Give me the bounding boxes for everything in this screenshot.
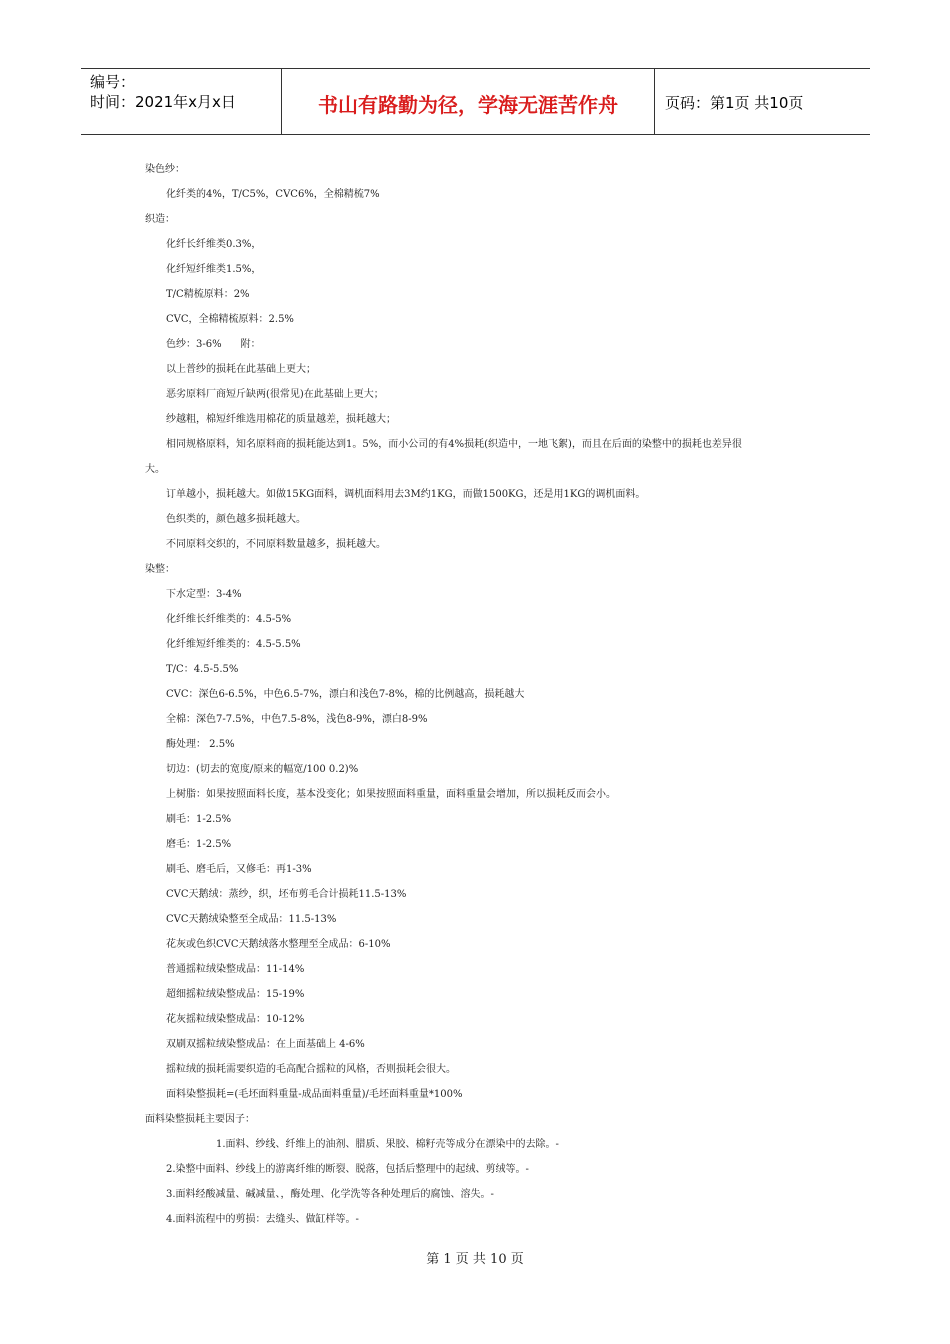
text-line: 磨毛：1-2.5% [166,839,232,850]
text-line: 摇粒绒的损耗需要织造的毛高配合摇粒的风格，否则损耗会很大。 [166,1064,456,1075]
text-line: 1.面料、纱线、纤维上的油剂、腊质、果胶、棉籽壳等成分在漂染中的去除。- [216,1139,559,1150]
text-line: 纱越粗，棉短纤维选用棉花的质量越差，损耗越大； [166,414,396,425]
text-line: 双刷双摇粒绒染整成品：在上面基础上 4-6% [166,1039,365,1050]
header-meta [81,69,282,134]
text-line: 全棉：深色7-7.5%，中色7.5-8%，浅色8-9%，漂白8-9% [166,714,428,725]
text-line: 化纤长纤维类0.3%， [166,239,262,250]
number-label: 编号： [90,73,136,91]
text-line: T/C精梳原料：2% [166,289,250,300]
header-motto: 书山有路勤为径，学海无涯苦作舟 [282,69,655,134]
text-line: 相同规格原料，知名原料商的损耗能达到1。5%，而小公司的有4%损耗(织造中，一地飞絮)，而且在后面的染整中的损耗也差异很 [166,439,742,450]
text-line: 上树脂：如果按照面料长度，基本没变化；如果按照面料重量，面料重量会增加，所以损耗反而会小。 [166,789,616,800]
text-line: 色纱：3-6% 附： [166,339,261,350]
text-line: 染整： [145,564,175,575]
text-line: 染色纱： [145,164,185,175]
text-line: 面料染整损耗主要因子： [145,1114,255,1125]
text-line: 色织类的，颜色越多损耗越大。 [166,514,306,525]
text-line: CVC，全棉精梳原料：2.5% [166,314,294,325]
text-line: 织造： [145,214,175,225]
text-line: CVC天鹅绒：蒸纱，织，坯布剪毛合计损耗11.5-13% [166,889,407,900]
text-line: 2.染整中面料、纱线上的游离纤维的断裂、脱落，包括后整理中的起绒、剪绒等。- [166,1164,529,1175]
text-line: 化纤维长纤维类的：4.5-5% [166,614,292,625]
text-line: 4.面料流程中的剪损：去缝头、做缸样等。- [166,1214,359,1225]
time-label: 时间：2021年x月x日 [90,93,236,111]
text-line: 面料染整损耗=(毛坯面料重量-成品面料重量)/毛坯面料重量*100% [166,1089,463,1100]
text-line: 超细摇粒绒染整成品：15-19% [166,989,305,1000]
text-line: 不同原料交织的，不同原料数量越多，损耗越大。 [166,539,386,550]
text-line: CVC：深色6-6.5%，中色6.5-7%，漂白和浅色7-8%，棉的比例越高，损耗越大 [166,689,525,700]
text-line: 酶处理： 2.5% [166,739,235,750]
text-line: 订单越小，损耗越大。如做15KG面料，调机面料用去3M约1KG，而做1500KG，还是用1KG的调机面料。 [166,489,646,500]
text-line: 花灰摇粒绒染整成品：10-12% [166,1014,305,1025]
text-line: 花灰或色织CVC天鹅绒落水整理至全成品：6-10% [166,939,391,950]
text-line: 3.面料经酸减量、碱减量、，酶处理、化学洗等各种处理后的腐蚀、溶失。- [166,1189,494,1200]
header-page-label: 页码：第1页 共10页 [665,94,804,112]
text-line: 刷毛、磨毛后，又修毛：再1-3% [166,864,312,875]
text-line: 普通摇粒绒染整成品：11-14% [166,964,305,975]
text-line: T/C：4.5-5.5% [166,664,239,675]
text-line: 化纤类的4%，T/C5%，CVC6%，全棉精梳7% [166,189,380,200]
document-header [81,68,870,135]
text-line: 切边：(切去的宽度/原来的幅宽/100 0.2)% [166,764,359,775]
text-line: CVC天鹅绒染整至全成品：11.5-13% [166,914,337,925]
text-line: 以上普纱的损耗在此基础上更大； [166,364,316,375]
text-line: 化纤短纤维类1.5%， [166,264,262,275]
text-line: 大。 [145,464,165,475]
page-footer: 第 1 页 共 10 页 [426,1252,524,1267]
text-line: 刷毛：1-2.5% [166,814,232,825]
text-line: 恶劣原料厂商短斤缺两(很常见)在此基础上更大； [166,389,384,400]
text-line: 化纤维短纤维类的：4.5-5.5% [166,639,301,650]
text-line: 下水定型：3-4% [166,589,242,600]
